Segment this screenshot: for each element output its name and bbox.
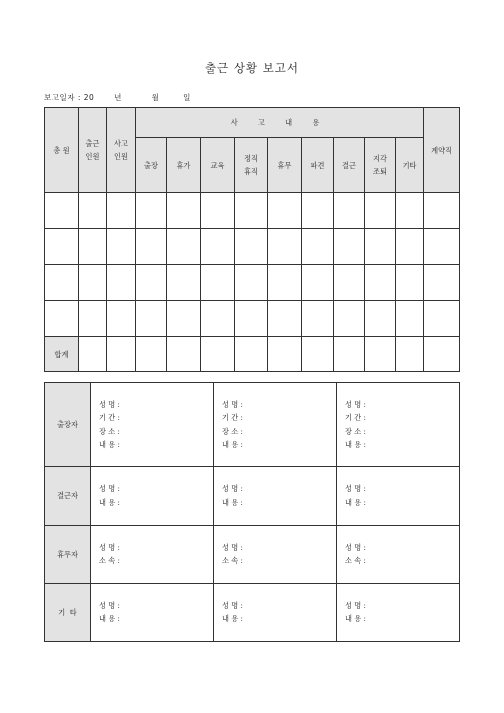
entry-block[interactable]: 성 명 : 소 속 : xyxy=(337,525,460,583)
entry-block[interactable]: 성 명 : 기 간 : 장 소 : 내 용 : xyxy=(214,383,337,467)
subheader-vacation: 휴가 xyxy=(167,138,201,193)
header-total-staff: 총 원 xyxy=(45,108,79,193)
section-absentee xyxy=(45,467,460,525)
subheader-business-trip: 출장 xyxy=(136,138,167,193)
table-row xyxy=(45,229,460,265)
entry-block[interactable]: 성 명 : 내 용 : xyxy=(337,583,460,641)
report-date-label: 보고일자 : 20 xyxy=(44,93,95,102)
subheader-off-duty: 휴무 xyxy=(268,138,302,193)
entry-block[interactable]: 성 명 : 소 속 : xyxy=(91,525,214,583)
subheader-suspension-leave: 정직 휴직 xyxy=(235,138,268,193)
table-row xyxy=(45,193,460,229)
section-label: 결근자 xyxy=(45,467,91,525)
section-off-duty xyxy=(45,525,460,583)
report-date-month: 월 xyxy=(151,93,160,102)
entry-block[interactable]: 성 명 : 기 간 : 장 소 : 내 용 : xyxy=(91,383,214,467)
section-label: 기 타 xyxy=(45,583,91,641)
section-other xyxy=(45,583,460,641)
header-absent: 사고 인원 xyxy=(107,108,136,193)
table-row xyxy=(45,301,460,337)
entry-block[interactable]: 성 명 : 내 용 : xyxy=(91,467,214,525)
subheader-training: 교육 xyxy=(201,138,235,193)
total-row xyxy=(45,337,460,372)
section-business-trip xyxy=(45,383,460,467)
entry-block[interactable]: 성 명 : 기 간 : 장 소 : 내 용 : xyxy=(337,383,460,467)
header-absence-detail: 사 고 내 용 xyxy=(136,108,424,138)
section-label: 휴무자 xyxy=(45,525,91,583)
page-title: 출근 상황 보고서 xyxy=(204,61,300,75)
header-present: 출근 인원 xyxy=(79,108,107,193)
total-label: 합계 xyxy=(45,337,79,372)
details-table xyxy=(44,382,460,642)
section-label: 출장자 xyxy=(45,383,91,467)
report-date-line xyxy=(44,92,191,103)
table-row xyxy=(45,265,460,301)
subheader-absence: 결근 xyxy=(334,138,365,193)
entry-block[interactable]: 성 명 : 내 용 : xyxy=(91,583,214,641)
entry-block[interactable]: 성 명 : 소 속 : xyxy=(214,525,337,583)
entry-block[interactable]: 성 명 : 내 용 : xyxy=(337,467,460,525)
subheader-dispatch: 파견 xyxy=(302,138,334,193)
report-date-day: 일 xyxy=(183,93,191,102)
attendance-table xyxy=(44,107,460,372)
entry-block[interactable]: 성 명 : 내 용 : xyxy=(214,467,337,525)
entry-block[interactable]: 성 명 : 내 용 : xyxy=(214,583,337,641)
subheader-late-early: 지각 조퇴 xyxy=(365,138,396,193)
subheader-other: 기타 xyxy=(396,138,424,193)
header-contract: 계약직 xyxy=(424,108,460,193)
report-date-year: 년 xyxy=(114,93,122,102)
